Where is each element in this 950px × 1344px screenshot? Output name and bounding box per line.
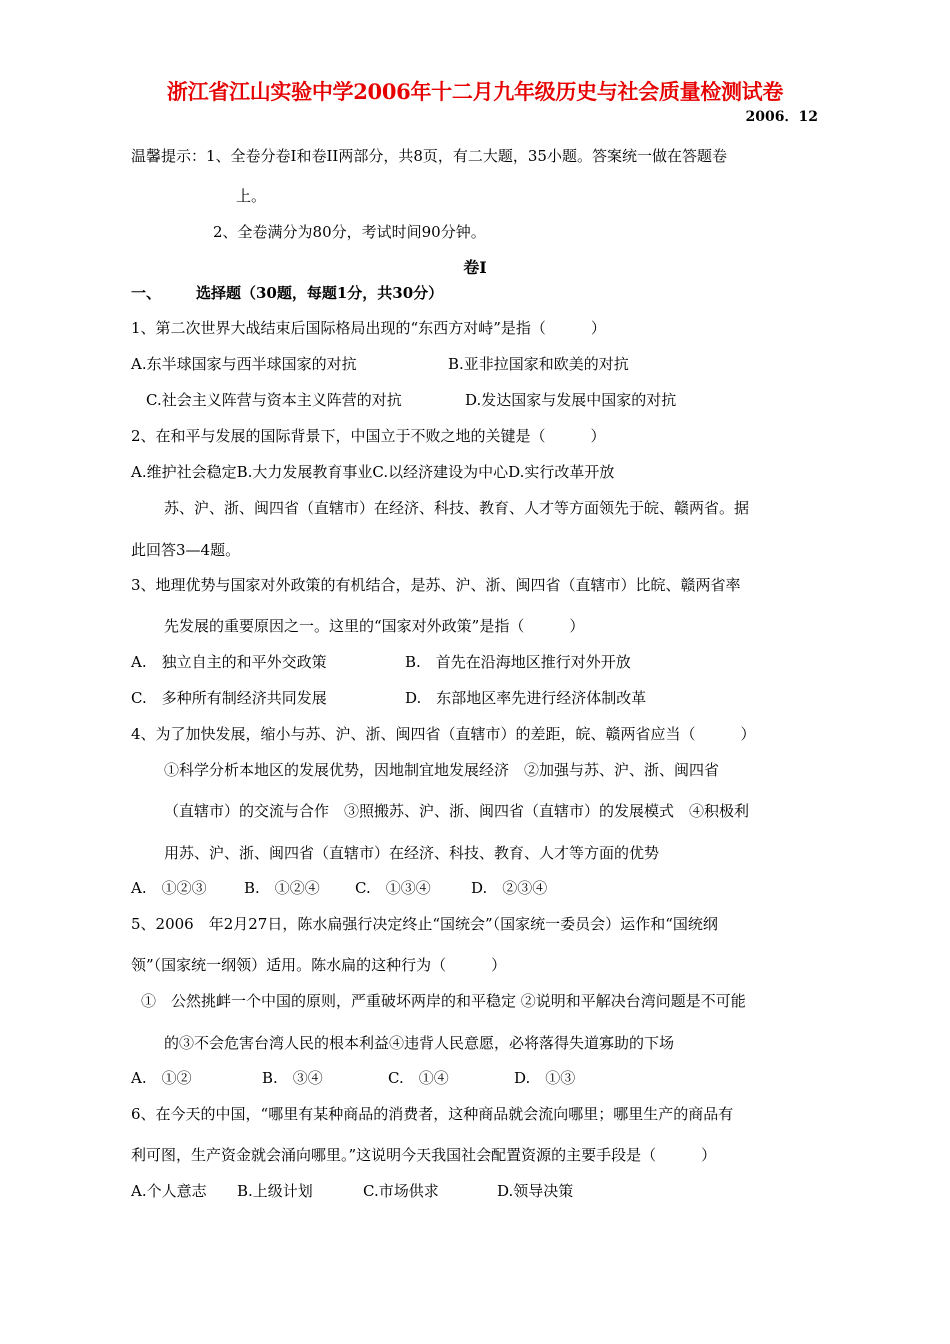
q5-option-c: C. ①④ [388, 1069, 449, 1087]
q4-statement-3: 用苏、沪、浙、闽四省（直辖市）在经济、科技、教育、人才等方面的优势 [164, 844, 660, 862]
notice-line-1: 温馨提示：1、全卷分卷Ⅰ和卷II两部分，共8页，有二大题，35小题。答案统一做在答题卷 [131, 147, 727, 165]
notice-line-1-cont: 上。 [236, 187, 267, 205]
q6-stem-2: 利可图，生产资金就会涌向哪里。”这说明今天我国社会配置资源的主要手段是（ ） [131, 1146, 717, 1164]
q5-statement-2: 的③不会危害台湾人民的根本利益④违背人民意愿，必将落得失道寡助的下场 [164, 1034, 675, 1052]
q4-stem: 4、为了加快发展，缩小与苏、沪、浙、闽四省（直辖市）的差距，皖、赣两省应当（ ） [131, 725, 756, 743]
q3-option-a: A. 独立自主的和平外交政策 [131, 653, 327, 671]
q3-option-b: B. 首先在沿海地区推行对外开放 [405, 653, 631, 671]
q5-stem-2: 领”（国家统一纲领）适用。陈水扁的这种行为（ ） [131, 956, 507, 974]
q6-option-a: A.个人意志 [131, 1182, 207, 1200]
q1-stem: 1、第二次世界大战结束后国际格局出现的“东西方对峙”是指（ ） [131, 319, 606, 337]
material-line-2: 此回答3—4题。 [131, 541, 241, 559]
q2-stem: 2、在和平与发展的国际背景下，中国立于不败之地的关键是（ ） [131, 427, 606, 445]
notice-line-2: 2、全卷满分为80分，考试时间90分钟。 [213, 223, 486, 241]
q5-statement-1: ① 公然挑衅一个中国的原则，严重破坏两岸的和平稳定 ②说明和平解决台湾问题是不可能 [141, 992, 746, 1010]
volume-heading: 卷Ⅰ [463, 258, 487, 277]
q1-option-a: A.东半球国家与西半球国家的对抗 [131, 355, 357, 373]
q3-stem-2: 先发展的重要原因之一。这里的“国家对外政策”是指（ ） [164, 617, 585, 635]
q6-option-b: B.上级计划 [237, 1182, 313, 1200]
q4-statement-2: （直辖市）的交流与合作 ③照搬苏、沪、浙、闽四省（直辖市）的发展模式 ④积极利 [164, 802, 750, 820]
exam-date: 2006．12 [745, 109, 818, 125]
q4-option-a: A. ①②③ [131, 879, 207, 897]
material-line-1: 苏、沪、浙、闽四省（直辖市）在经济、科技、教育、人才等方面领先于皖、赣两省。据 [164, 499, 750, 517]
q5-stem-1: 5、2006 年2月27日，陈水扁强行决定终止“国统会”（国家统一委员会）运作和“国统纲 [131, 915, 718, 933]
q6-option-d: D.领导决策 [497, 1182, 574, 1200]
q6-stem-1: 6、在今天的中国，“哪里有某种商品的消费者，这种商品就会流向哪里；哪里生产的商品有 [131, 1105, 734, 1123]
q4-option-c: C. ①③④ [355, 879, 431, 897]
q3-option-c: C. 多种所有制经济共同发展 [131, 689, 327, 707]
q5-option-d: D. ①③ [514, 1069, 576, 1087]
q3-option-d: D. 东部地区率先进行经济体制改革 [405, 689, 647, 707]
q1-option-b: B.亚非拉国家和欧美的对抗 [448, 355, 629, 373]
q4-statement-1: ①科学分析本地区的发展优势，因地制宜地发展经济 ②加强与苏、沪、浙、闽四省 [164, 761, 720, 779]
q4-option-b: B. ①②④ [244, 879, 320, 897]
q2-options: A.维护社会稳定B.大力发展教育事业C.以经济建设为中心D.实行改革开放 [131, 463, 615, 481]
q5-option-a: A. ①② [131, 1069, 192, 1087]
q4-option-d: D. ②③④ [471, 879, 548, 897]
section-number: 一、 [131, 284, 162, 302]
q1-option-c: C.社会主义阵营与资本主义阵营的对抗 [146, 391, 402, 409]
q1-option-d: D.发达国家与发展中国家的对抗 [465, 391, 677, 409]
section-title: 选择题（30题，每题1分，共30分） [196, 284, 444, 302]
q6-option-c: C.市场供求 [363, 1182, 439, 1200]
q5-option-b: B. ③④ [262, 1069, 323, 1087]
exam-title: 浙江省江山实验中学2006年十二月九年级历史与社会质量检测试卷 [166, 79, 784, 104]
q3-stem-1: 3、地理优势与国家对外政策的有机结合，是苏、沪、浙、闽四省（直辖市）比皖、赣两省率 [131, 576, 741, 594]
